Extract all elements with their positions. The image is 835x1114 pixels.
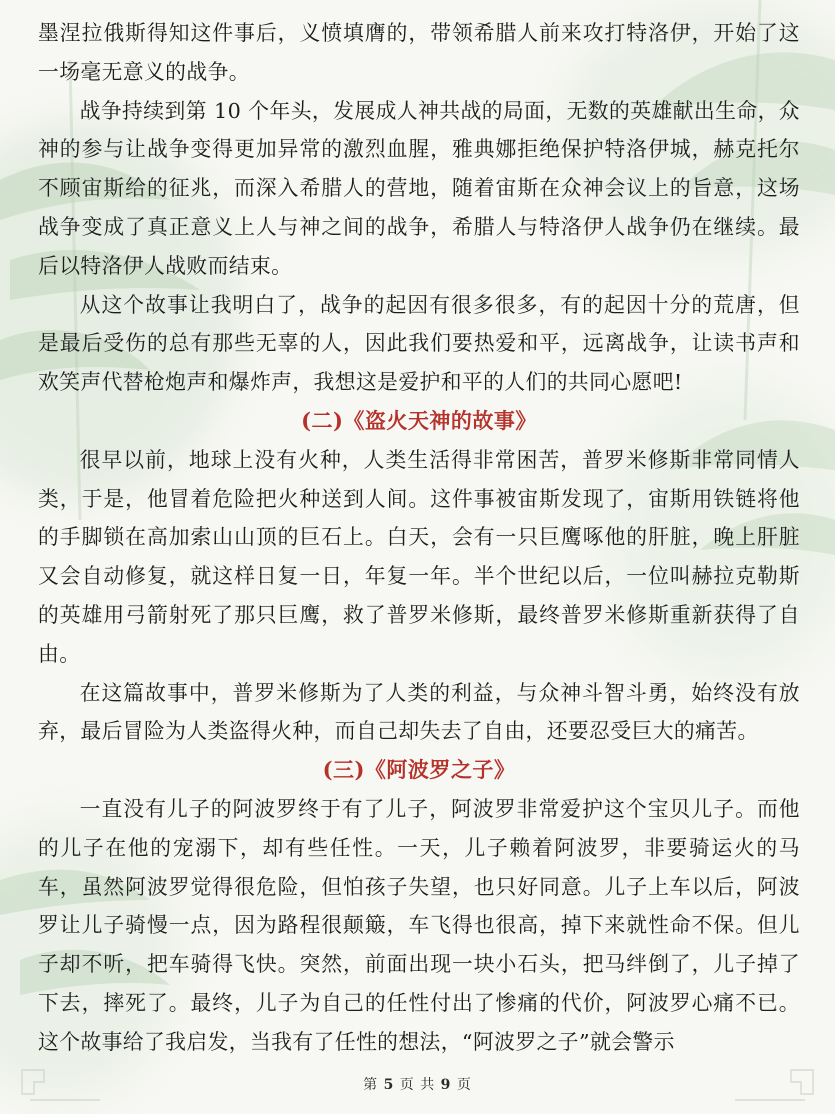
total-pages: 9 <box>440 1077 452 1093</box>
paragraph: 墨涅拉俄斯得知这件事后，义愤填膺的，带领希腊人前来攻打特洛伊，开始了这一场毫无意义的战争。 <box>38 21 800 84</box>
paragraph: 一直没有儿子的阿波罗终于有了儿子，阿波罗非常爱护这个宝贝儿子。而他的儿子在他的宠溺下，却有些任性。一天，儿子赖着阿波罗，非要骑运火的马车，虽然阿波罗觉得很危险，但怕孩子失望，也只好同意。儿子上车以后，阿波罗让儿子骑慢一点，因为路程很颠簸，车飞得也很高，掉下来就性命不保。但儿子却不听，把车骑得飞快。突然，前面出现一块小石头，把马绊倒了，儿子掉了下去，摔死了。最终，儿子为自己的任性付出了惨痛的代价，阿波罗心痛不已。这个故事给了我启发，当我有了任性的想法，“阿波罗之子”就会警示 <box>38 796 800 1054</box>
paragraph: 在这篇故事中，普罗米修斯为了人类的利益，与众神斗智斗勇，始终没有放弃，最后冒险为人类盗得火种，而自己却失去了自由，还要忍受巨大的痛苦。 <box>38 680 800 744</box>
paragraph: 从这个故事让我明白了，战争的起因有很多很多，有的起因十分的荒唐，但是最后受伤的总有那些无辜的人，因此我们要热爱和平，远离战争，让读书声和欢笑声代替枪炮声和爆炸声，我想这是爱护和平的人们的共同心愿吧! <box>38 292 800 395</box>
paragraph: 战争持续到第 10 个年头，发展成人神共战的局面，无数的英雄献出生命，众神的参与让战争变得更加异常的激烈血腥，雅典娜拒绝保护特洛伊城，赫克托尔不顾宙斯给的征兆，而深入希腊人的营地，随着宙斯在众神会议上的旨意，这场战争变成了真正意义上人与神之间的战争，希腊人与特洛伊人战争仍在继续。最后以特洛伊人战败而结束。 <box>38 98 800 278</box>
page-middle: 页 共 <box>399 1077 436 1093</box>
document-body <box>38 14 800 1062</box>
section-heading-3: (三)《阿波罗之子》 <box>322 757 516 783</box>
page-suffix: 页 <box>456 1077 472 1093</box>
current-page: 5 <box>383 1077 395 1093</box>
section-heading-2: (二)《盗火天神的故事》 <box>301 407 537 433</box>
paragraph: 很早以前，地球上没有火种，人类生活得非常困苦，普罗米修斯非常同情人类，于是，他冒着危险把火种送到人间。这件事被宙斯发现了，宙斯用铁链将他的手脚锁在高加索山山顶的巨石上。白天，会有一只巨鹰啄他的肝脏，晚上肝脏又会自动修复，就这样日复一日，年复一年。半个世纪以后，一位叫赫拉克勒斯的英雄用弓箭射死了那只巨鹰，救了普罗米修斯，最终普罗米修斯重新获得了自由。 <box>38 447 800 666</box>
page-number <box>0 1074 835 1094</box>
page-prefix: 第 <box>363 1077 379 1093</box>
